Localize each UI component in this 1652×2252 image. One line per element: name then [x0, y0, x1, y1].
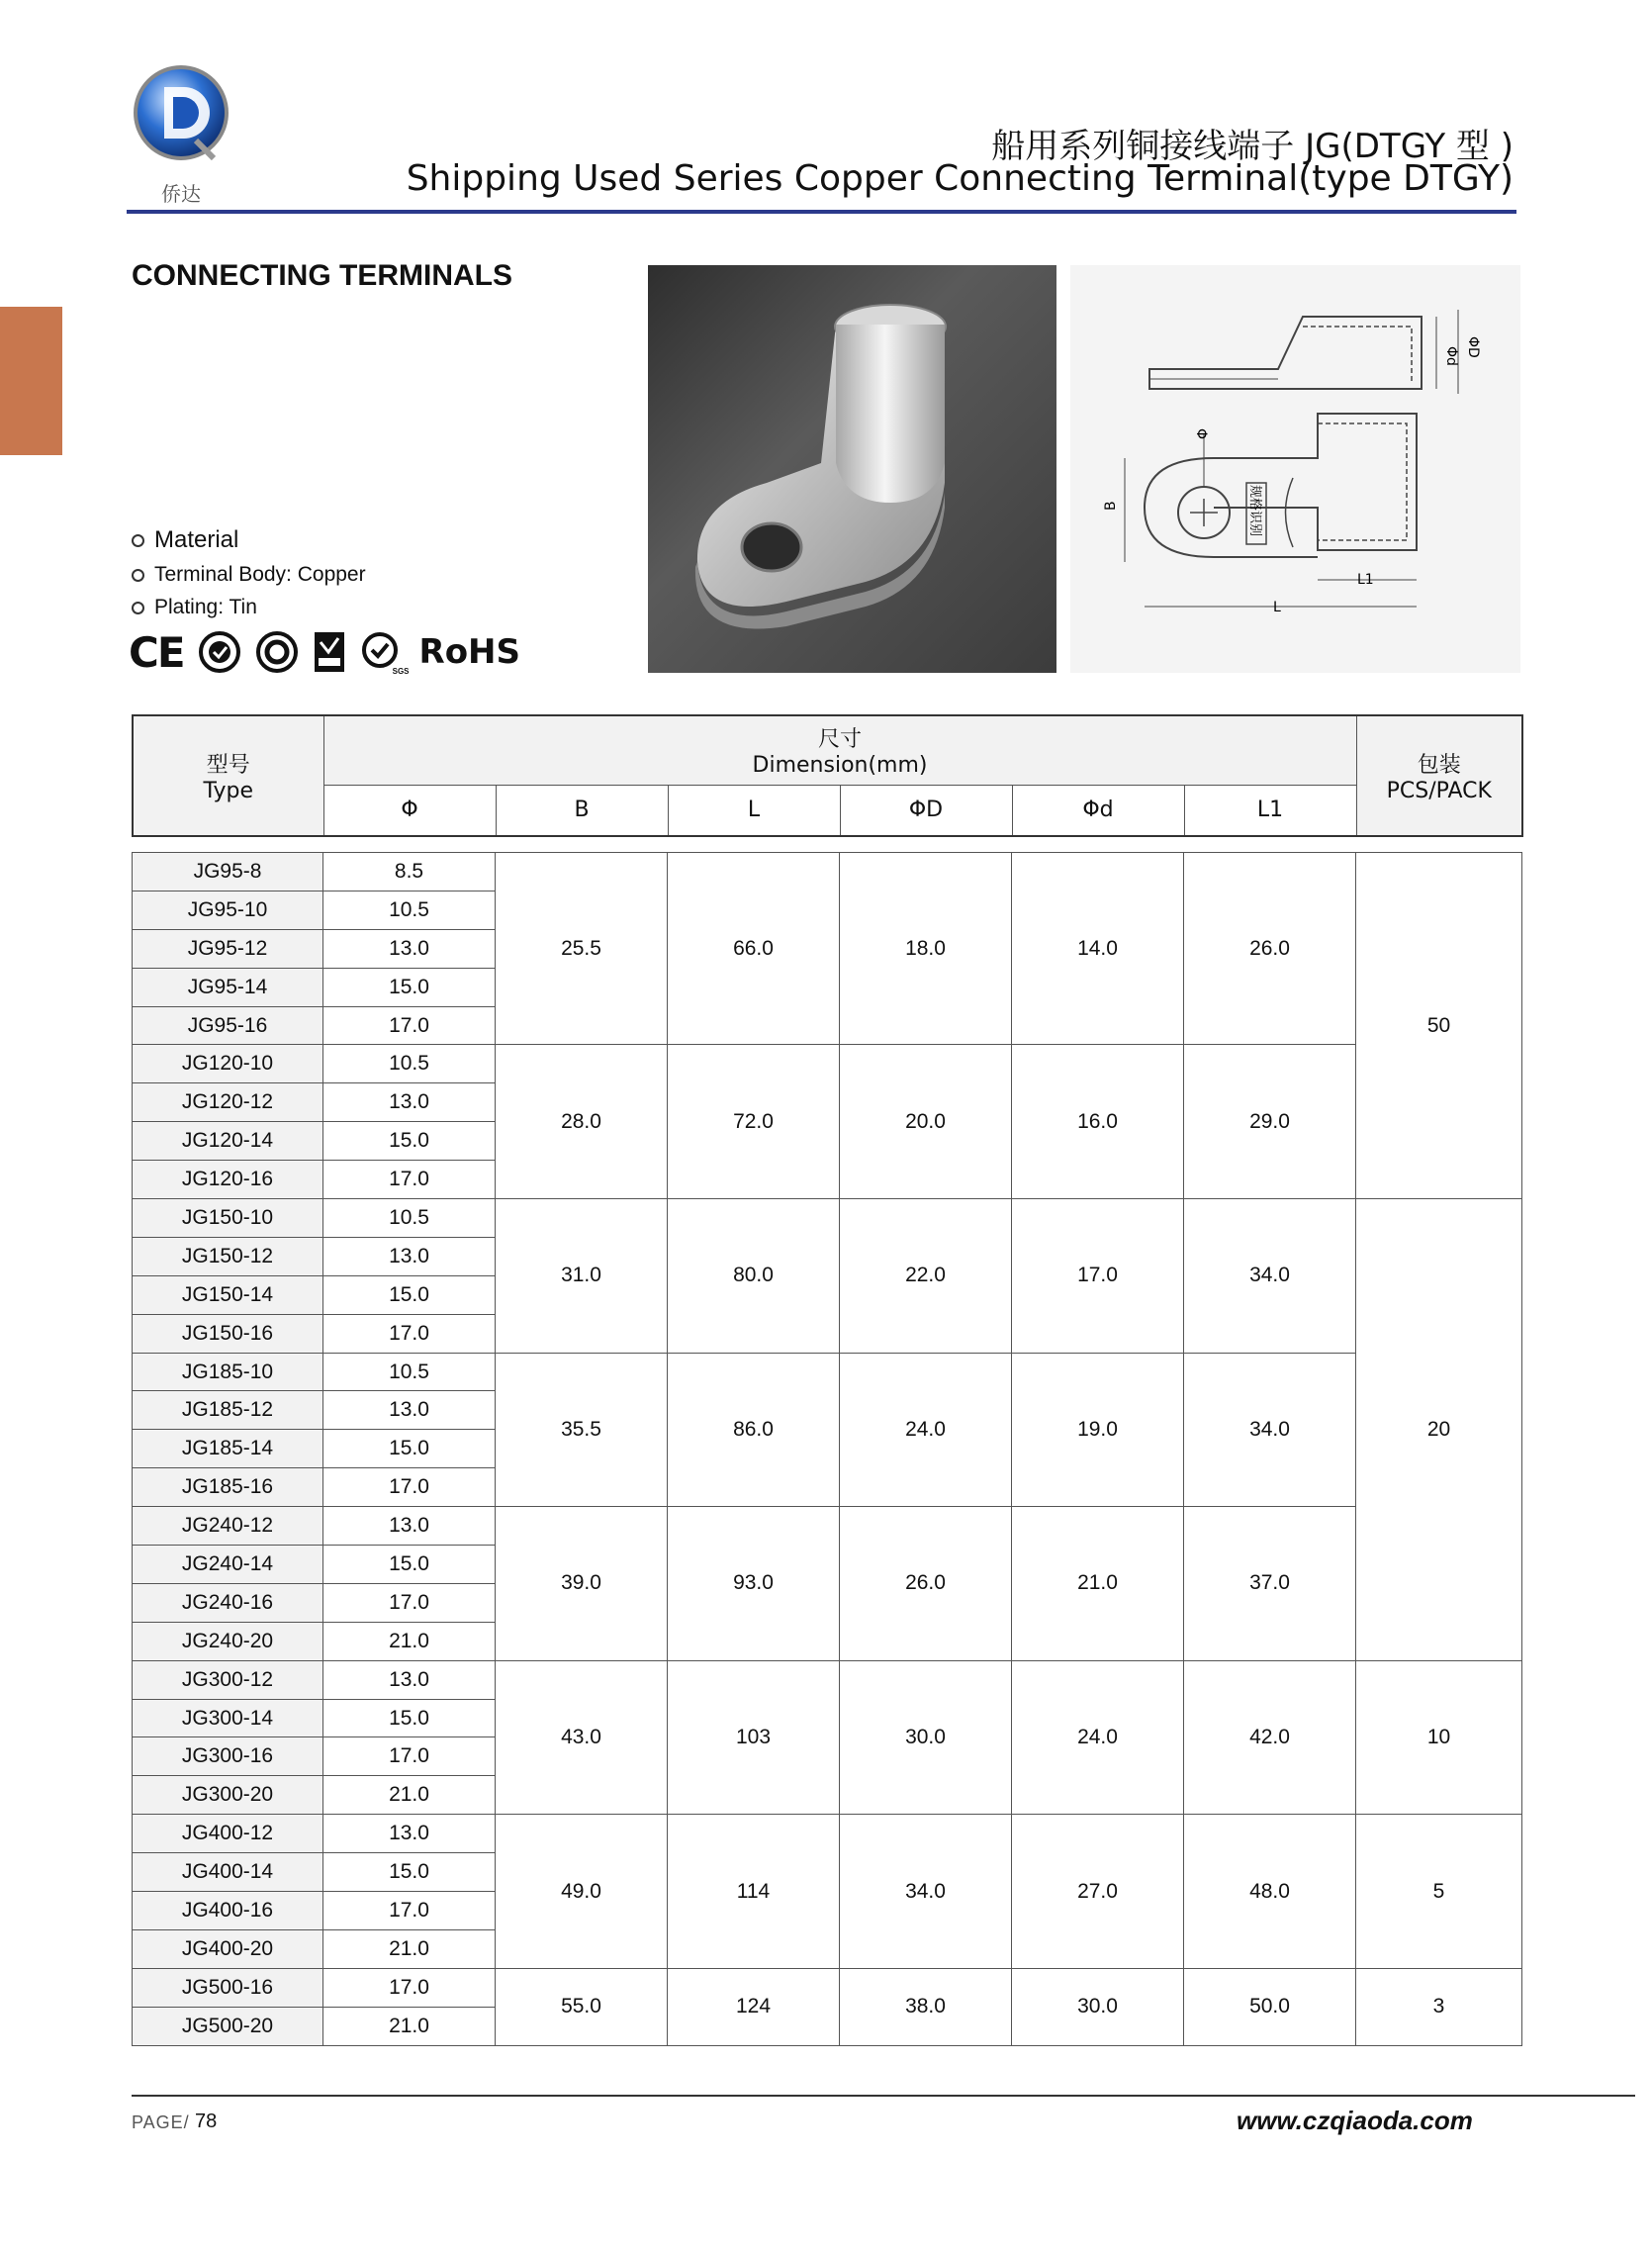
cell-pack: 10: [1356, 1660, 1522, 1815]
cell-pack: 5: [1356, 1815, 1522, 1969]
iqnet-seal-icon: [313, 630, 346, 674]
type-header-cn: 型号: [206, 753, 250, 778]
rohs-mark: RoHS: [418, 632, 520, 672]
table-row: [133, 1199, 1522, 1238]
cell-phi: 17.0: [323, 1468, 496, 1507]
cell-d: 21.0: [1012, 1507, 1184, 1661]
cell-l1: 37.0: [1184, 1507, 1356, 1661]
cell-d: 19.0: [1012, 1353, 1184, 1507]
cell-l: 72.0: [668, 1045, 840, 1199]
col-header-phi-big-d: ΦD: [840, 785, 1012, 836]
col-header-l1: L1: [1184, 785, 1356, 836]
sgs-label: SGS: [392, 667, 410, 676]
cell-b: 43.0: [496, 1660, 668, 1815]
cell-d: 20.0: [840, 1045, 1012, 1199]
cell-type: JG120-16: [133, 1161, 323, 1199]
cell-phi: 15.0: [323, 1546, 496, 1584]
cell-d: 30.0: [1012, 1968, 1184, 2045]
col-header-b: B: [496, 785, 668, 836]
cell-phi: 21.0: [323, 1622, 496, 1660]
cqc-seal-icon: [255, 630, 299, 674]
bullet-icon: [132, 534, 144, 547]
cell-phi: 15.0: [323, 1853, 496, 1892]
pack-header-en: PCS/PACK: [1386, 779, 1492, 803]
cell-type: JG300-16: [133, 1737, 323, 1776]
cell-phi: 8.5: [323, 853, 496, 891]
cell-type: JG185-12: [133, 1391, 323, 1430]
pack-header: [1356, 715, 1522, 836]
quality-seal-icon: [198, 630, 241, 674]
bullet-icon: [132, 569, 144, 582]
col-header-phi: Φ: [323, 785, 496, 836]
cell-phi: 17.0: [323, 1737, 496, 1776]
cell-l: 93.0: [668, 1507, 840, 1661]
certification-logos: [129, 627, 520, 677]
cell-type: JG500-20: [133, 2007, 323, 2045]
cell-l1: 26.0: [1184, 853, 1356, 1045]
technical-drawing: [1070, 265, 1520, 673]
cell-phi: 13.0: [323, 1815, 496, 1853]
cell-phi: 21.0: [323, 1776, 496, 1815]
cell-d: 26.0: [840, 1507, 1012, 1661]
cell-type: JG120-10: [133, 1045, 323, 1083]
cell-phi: 15.0: [323, 1275, 496, 1314]
cell-phi: 17.0: [323, 1892, 496, 1930]
col-header-phi-small-d: Φd: [1012, 785, 1184, 836]
page-number: 78: [195, 2111, 218, 2132]
footer-divider: [132, 2095, 1635, 2097]
cell-type: JG95-10: [133, 891, 323, 929]
cell-phi: 15.0: [323, 1122, 496, 1161]
label-phi-D: ΦD: [1465, 336, 1481, 358]
cell-phi: 15.0: [323, 968, 496, 1006]
cell-d: 16.0: [1012, 1045, 1184, 1199]
cell-phi: 10.5: [323, 1199, 496, 1238]
cell-phi: 10.5: [323, 891, 496, 929]
bullet-icon: [132, 602, 144, 614]
section-title: CONNECTING TERMINALS: [132, 259, 512, 292]
cell-b: 31.0: [496, 1199, 668, 1354]
page-title-en: Shipping Used Series Copper Connecting Terminal(type DTGY): [406, 158, 1514, 199]
cell-l: 114: [668, 1815, 840, 1969]
cell-type: JG185-16: [133, 1468, 323, 1507]
cell-phi: 10.5: [323, 1353, 496, 1391]
cell-type: JG95-16: [133, 1006, 323, 1045]
cell-phi: 13.0: [323, 1507, 496, 1546]
cell-l: 103: [668, 1660, 840, 1815]
cell-d: 18.0: [840, 853, 1012, 1045]
material-heading: Material: [154, 526, 239, 553]
cell-d: 30.0: [840, 1660, 1012, 1815]
cell-phi: 21.0: [323, 2007, 496, 2045]
table-row: [133, 1815, 1522, 1853]
spec-table-header: [132, 714, 1523, 837]
cell-type: JG300-12: [133, 1660, 323, 1699]
cell-phi: 17.0: [323, 1583, 496, 1622]
type-header-en: Type: [203, 779, 254, 803]
sgs-seal-icon: [360, 630, 410, 676]
cell-l: 66.0: [668, 853, 840, 1045]
table-row: [133, 1353, 1522, 1391]
spec-table-body: [132, 852, 1522, 2046]
header-divider: [127, 210, 1516, 214]
cell-phi: 13.0: [323, 1083, 496, 1122]
cell-type: JG400-16: [133, 1892, 323, 1930]
cell-l: 86.0: [668, 1353, 840, 1507]
label-phi: Φ: [1193, 428, 1209, 440]
brand-text: 侨达: [161, 182, 201, 206]
cell-b: 35.5: [496, 1353, 668, 1507]
cell-type: JG300-14: [133, 1699, 323, 1737]
cell-type: JG185-14: [133, 1430, 323, 1468]
cell-type: JG95-12: [133, 929, 323, 968]
cell-type: JG150-12: [133, 1237, 323, 1275]
cell-type: JG95-8: [133, 853, 323, 891]
cell-d: 22.0: [840, 1199, 1012, 1354]
cell-type: JG240-16: [133, 1583, 323, 1622]
label-B: B: [1103, 501, 1119, 511]
cell-phi: 10.5: [323, 1045, 496, 1083]
type-header: [133, 715, 323, 836]
cell-pack: 20: [1356, 1199, 1522, 1661]
cell-type: JG95-14: [133, 968, 323, 1006]
dimension-header-cn: 尺寸: [818, 727, 863, 753]
table-row: [133, 1968, 1522, 2007]
table-row: [133, 1045, 1522, 1083]
cell-d: 24.0: [840, 1353, 1012, 1507]
cell-phi: 15.0: [323, 1430, 496, 1468]
dimension-header: [323, 715, 1356, 785]
cell-b: 28.0: [496, 1045, 668, 1199]
material-item: Terminal Body: Copper: [154, 563, 366, 586]
table-row: [133, 1507, 1522, 1546]
cell-type: JG150-16: [133, 1314, 323, 1353]
cell-pack: 3: [1356, 1968, 1522, 2045]
cell-type: JG240-12: [133, 1507, 323, 1546]
cell-pack: 50: [1356, 853, 1522, 1199]
label-stamp: 规格识别: [1247, 485, 1262, 537]
side-color-tab: [0, 307, 62, 455]
table-row: [133, 1660, 1522, 1699]
cell-d: 17.0: [1012, 1199, 1184, 1354]
product-photo: [648, 265, 1056, 673]
cell-type: JG120-12: [133, 1083, 323, 1122]
cell-type: JG400-14: [133, 1853, 323, 1892]
cell-type: JG400-20: [133, 1929, 323, 1968]
cell-type: JG400-12: [133, 1815, 323, 1853]
cell-type: JG185-10: [133, 1353, 323, 1391]
col-header-l: L: [668, 785, 840, 836]
cell-phi: 13.0: [323, 1660, 496, 1699]
page-title-cn: 船用系列铜接线端子 JG(DTGY 型 ): [991, 127, 1514, 166]
material-item: Plating: Tin: [154, 596, 257, 618]
cell-phi: 17.0: [323, 1161, 496, 1199]
cell-l: 80.0: [668, 1199, 840, 1354]
cell-type: JG120-14: [133, 1122, 323, 1161]
label-L: L: [1273, 600, 1281, 615]
cell-type: JG300-20: [133, 1776, 323, 1815]
cell-d: 27.0: [1012, 1815, 1184, 1969]
cell-type: JG150-10: [133, 1199, 323, 1238]
cell-phi: 21.0: [323, 1929, 496, 1968]
label-phi-d: Φd: [1443, 346, 1459, 366]
cell-phi: 17.0: [323, 1314, 496, 1353]
cell-l1: 50.0: [1184, 1968, 1356, 2045]
cell-l1: 34.0: [1184, 1199, 1356, 1354]
cell-phi: 17.0: [323, 1006, 496, 1045]
dimension-header-en: Dimension(mm): [752, 753, 928, 779]
cell-l1: 42.0: [1184, 1660, 1356, 1815]
cell-d: 24.0: [1012, 1660, 1184, 1815]
cell-l1: 29.0: [1184, 1045, 1356, 1199]
cell-d: 14.0: [1012, 853, 1184, 1045]
cell-phi: 13.0: [323, 1391, 496, 1430]
material-list: [132, 526, 366, 628]
ce-mark: CE: [129, 627, 184, 677]
cell-phi: 15.0: [323, 1699, 496, 1737]
cell-b: 25.5: [496, 853, 668, 1045]
table-row: [133, 853, 1522, 891]
label-L1: L1: [1357, 572, 1374, 588]
page-label: PAGE/: [132, 2112, 190, 2132]
cell-d: 34.0: [840, 1815, 1012, 1969]
cell-b: 49.0: [496, 1815, 668, 1969]
cell-phi: 17.0: [323, 1968, 496, 2007]
cell-phi: 13.0: [323, 929, 496, 968]
cell-l: 124: [668, 1968, 840, 2045]
cell-b: 55.0: [496, 1968, 668, 2045]
cell-l1: 48.0: [1184, 1815, 1356, 1969]
cell-d: 38.0: [840, 1968, 1012, 2045]
cell-type: JG240-20: [133, 1622, 323, 1660]
cell-l1: 34.0: [1184, 1353, 1356, 1507]
pack-header-cn: 包装: [1417, 753, 1461, 778]
cell-type: JG240-14: [133, 1546, 323, 1584]
cell-phi: 13.0: [323, 1237, 496, 1275]
website-link[interactable]: www.czqiaoda.com: [1237, 2106, 1473, 2135]
cell-type: JG150-14: [133, 1275, 323, 1314]
cell-type: JG500-16: [133, 1968, 323, 2007]
cell-b: 39.0: [496, 1507, 668, 1661]
